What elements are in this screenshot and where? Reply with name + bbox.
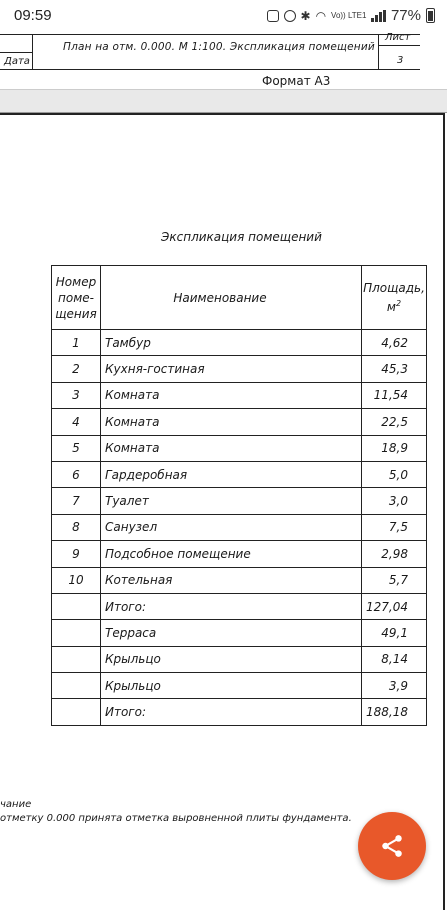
table-row	[52, 435, 427, 461]
table-row	[52, 382, 427, 408]
table-row	[52, 646, 427, 672]
status-time: 09:59	[14, 7, 52, 24]
drawing-sheet[interactable]	[0, 113, 447, 910]
row-area: 7,5	[362, 514, 427, 540]
table-row	[52, 514, 427, 540]
sheet-label: Лист	[385, 32, 411, 43]
sheet-frame-top	[0, 113, 445, 115]
row-number	[52, 699, 101, 725]
row-name: Крыльцо	[101, 673, 362, 699]
sheet-format: Формат А3	[262, 74, 331, 88]
table-row	[52, 699, 427, 725]
row-name: Комната	[101, 435, 362, 461]
battery-icon	[426, 8, 435, 23]
row-area: 127,04	[362, 593, 427, 619]
row-number: 6	[52, 461, 101, 487]
table-header-row	[52, 266, 427, 330]
row-number	[52, 673, 101, 699]
row-number: 10	[52, 567, 101, 593]
alarm-notification-icon	[284, 10, 296, 22]
row-name: Санузел	[101, 514, 362, 540]
title-block-row	[0, 34, 420, 70]
row-area: 4,62	[362, 330, 427, 356]
row-area: 49,1	[362, 620, 427, 646]
row-area: 11,54	[362, 382, 427, 408]
row-area: 3,0	[362, 488, 427, 514]
sheet-number: 3	[397, 55, 404, 66]
share-icon	[379, 833, 405, 859]
row-number	[52, 593, 101, 619]
row-number: 7	[52, 488, 101, 514]
row-number: 3	[52, 382, 101, 408]
row-name: Комната	[101, 409, 362, 435]
row-name: Туалет	[101, 488, 362, 514]
header-area: Площадь, $м^2$	[362, 266, 427, 330]
table-row	[52, 488, 427, 514]
row-number: 5	[52, 435, 101, 461]
row-area: 22,5	[362, 409, 427, 435]
bluetooth-icon: ✱	[300, 8, 311, 23]
status-icons	[267, 7, 436, 24]
row-number: 9	[52, 541, 101, 567]
screenshot-notification-icon	[267, 10, 279, 22]
cell-signal-icon	[371, 10, 386, 22]
sheet-frame-right	[443, 113, 445, 910]
row-name: Терраса	[101, 620, 362, 646]
battery-percent: 77%	[390, 7, 421, 24]
row-area: 3,9	[362, 673, 427, 699]
sheet-cell	[378, 32, 420, 69]
table-row	[52, 461, 427, 487]
row-area: 188,18	[362, 699, 427, 725]
volte-indicator: Vo)) LTE1	[331, 10, 367, 20]
table-row	[52, 620, 427, 646]
row-name: Итого:	[101, 699, 362, 725]
row-name: Кухня-гостиная	[101, 356, 362, 382]
explication-table	[51, 265, 427, 726]
row-name: Итого:	[101, 593, 362, 619]
header-number: Номер поме- щения	[52, 266, 101, 330]
row-area: 5,0	[362, 461, 427, 487]
row-number: 4	[52, 409, 101, 435]
drawing-title-block	[0, 26, 447, 90]
row-area: 2,98	[362, 541, 427, 567]
table-row	[52, 409, 427, 435]
row-area: 8,14	[362, 646, 427, 672]
page-separator	[0, 89, 447, 113]
row-number: 1	[52, 330, 101, 356]
date-label: Дата	[4, 56, 30, 67]
table-body	[52, 330, 427, 726]
row-area: 5,7	[362, 567, 427, 593]
table-row	[52, 330, 427, 356]
table-row	[52, 567, 427, 593]
row-number	[52, 620, 101, 646]
explication-title: Экспликация помещений	[161, 230, 322, 244]
table-row	[52, 356, 427, 382]
share-button[interactable]	[358, 812, 426, 880]
table-row	[52, 673, 427, 699]
wifi-icon: ◠	[315, 8, 327, 23]
row-area: 18,9	[362, 435, 427, 461]
note-heading: чание	[0, 799, 32, 810]
row-area: 45,3	[362, 356, 427, 382]
row-number: 8	[52, 514, 101, 540]
table-row	[52, 593, 427, 619]
row-name: Крыльцо	[101, 646, 362, 672]
row-name: Гардеробная	[101, 461, 362, 487]
header-name: Наименование	[101, 266, 362, 330]
row-number: 2	[52, 356, 101, 382]
row-name: Подсобное помещение	[101, 541, 362, 567]
row-name: Тамбур	[101, 330, 362, 356]
row-name: Котельная	[101, 567, 362, 593]
row-number	[52, 646, 101, 672]
note-text: отметку 0.000 принята отметка выровненной плиты фундамента.	[0, 813, 352, 824]
table-row	[52, 541, 427, 567]
drawing-title: План на отм. 0.000. М 1:100. Экспликация помещений	[63, 41, 375, 53]
row-name: Комната	[101, 382, 362, 408]
date-cell	[0, 35, 33, 69]
